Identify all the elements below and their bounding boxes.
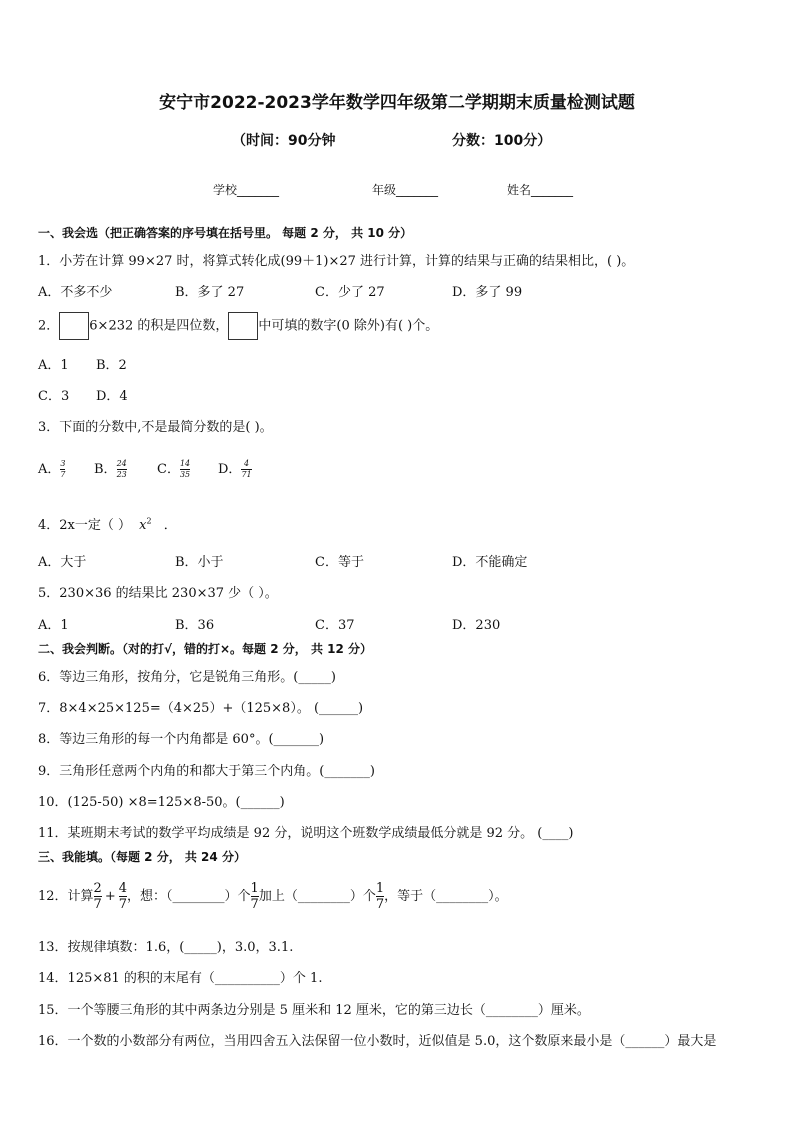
question-9: 9．三角形任意两个内角的和都大于第三个内角。(_______) (38, 764, 375, 779)
q4-option-b: B．小于 (175, 555, 224, 570)
fraction: $\frac{4}{7}$ (118, 881, 128, 912)
question-1: 1．小芳在计算 99×27 时，将算式转化成(99＋1)×27 进行计算，计算的结果与正确的结果相比，( )。 (38, 254, 635, 269)
fraction: $\frac{4}{71}$ (241, 459, 252, 479)
question-7: 7．8×4×25×125=（4×25）+（125×8）。 (______) (38, 701, 364, 716)
q5-option-b: B．36 (175, 618, 215, 633)
q1-option-a: A．不多不少 (38, 285, 113, 300)
plus-sign: + (104, 889, 116, 904)
q3-label-b: B． (94, 462, 117, 477)
question-15: 15．一个等腰三角形的其中两条边分别是 5 厘米和 12 厘米，它的第三边长（________）厘米。 (38, 1003, 590, 1018)
answer-box (228, 312, 258, 340)
fraction: $\frac{24}{23}$ (116, 459, 127, 479)
question-12 (38, 878, 508, 916)
fraction: $\frac{3}{7}$ (60, 459, 66, 479)
question-3: 3．下面的分数中,不是最简分数的是( )。 (38, 420, 273, 435)
q4-option-c: C．等于 (315, 555, 364, 570)
fraction: $\frac{2}{7}$ (93, 881, 102, 912)
question-8: 8．等边三角形的每一个内角都是 60°。(_______) (38, 732, 325, 747)
q1-option-b: B．多了 27 (175, 285, 245, 300)
q3-label-d: D． (218, 462, 242, 477)
question-5: 5．230×36 的结果比 230×37 少（ ）。 (38, 586, 278, 601)
q2-suffix: 中可填的数字(0 除外)有( )个。 (258, 318, 439, 334)
q4-expr: x (139, 518, 147, 533)
q4-end: ． (163, 518, 177, 533)
q4-option-a: A．大于 (38, 555, 87, 570)
exam-score: 分数：100分） (452, 133, 552, 149)
q3-label-a: A． (38, 462, 61, 477)
q1-option-c: C．少了 27 (315, 285, 385, 300)
school-field: 学校_______ (213, 183, 280, 197)
fraction: $\frac{1}{7}$ (375, 881, 385, 912)
question-10: 10．(125-50) ×8=125×8-50。(______) (38, 795, 285, 810)
q2-option-a: A．1 (38, 358, 69, 373)
q1-option-d: D．多了 99 (452, 285, 523, 300)
q12-text-1: 12．计算 (38, 889, 94, 904)
question-4 (38, 514, 177, 533)
q5-option-c: C．37 (315, 618, 355, 633)
question-13: 13．按规律填数：1.6，(_____)，3.0，3.1. (38, 940, 294, 955)
q2-option-d: D．4 (96, 389, 128, 404)
question-11: 11．某班期末考试的数学平均成绩是 92 分，说明这个班数学成绩最低分就是 92 分。 (____) (38, 826, 574, 841)
q3-option-c (157, 458, 190, 479)
q4-option-d: D．不能确定 (452, 555, 528, 570)
q2-option-c: C．3 (38, 389, 70, 404)
q4-text: 4．2x一定（ ） (38, 518, 132, 533)
q5-option-d: D．230 (452, 618, 501, 633)
name-field: 姓名_______ (507, 183, 574, 197)
q12-text-4: ，等于（________）。 (384, 889, 508, 904)
q4-exp: 2 (146, 516, 152, 526)
q2-option-b: B．2 (96, 358, 127, 373)
q5-option-a: A．1 (38, 618, 69, 633)
q3-option-a (38, 458, 65, 479)
question-16: 16．一个数的小数部分有两位，当用四舍五入法保留一位小数时，近似值是 5.0，这个数原来最小是（______）最大是 (38, 1034, 717, 1049)
section-1-heading: 一、我会选（把正确答案的序号填在括号里。 每题 2 分， 共 10 分） (38, 226, 413, 240)
q3-option-d (218, 458, 252, 479)
question-6: 6．等边三角形，按角分，它是锐角三角形。(_____) (38, 670, 336, 685)
exam-time: （时间：90分钟 (232, 133, 336, 149)
fraction: $\frac{1}{7}$ (250, 881, 259, 912)
question-14: 14．125×81 的积的末尾有（__________）个 1. (38, 971, 323, 986)
q2-prefix: 2． (38, 318, 60, 334)
page-title: 安宁市2022-2023学年数学四年级第二学期期末质量检测试题 (159, 93, 635, 113)
section-3-heading: 三、我能填。（每题 2 分， 共 24 分） (38, 850, 246, 864)
q12-text-3: 加上（________）个 (258, 889, 376, 904)
q2-mid: 6×232 的积是四位数， (89, 318, 229, 334)
fraction: $\frac{14}{35}$ (179, 459, 191, 479)
q12-text-2: ，想：（________）个 (127, 889, 251, 904)
section-2-heading: 二、我会判断。（对的打√，错的打×。每题 2 分， 共 12 分） (38, 642, 372, 656)
grade-field: 年级_______ (372, 183, 439, 197)
q3-option-b (94, 458, 127, 479)
question-2 (38, 312, 438, 340)
answer-box (59, 312, 89, 340)
q3-label-c: C． (157, 462, 180, 477)
